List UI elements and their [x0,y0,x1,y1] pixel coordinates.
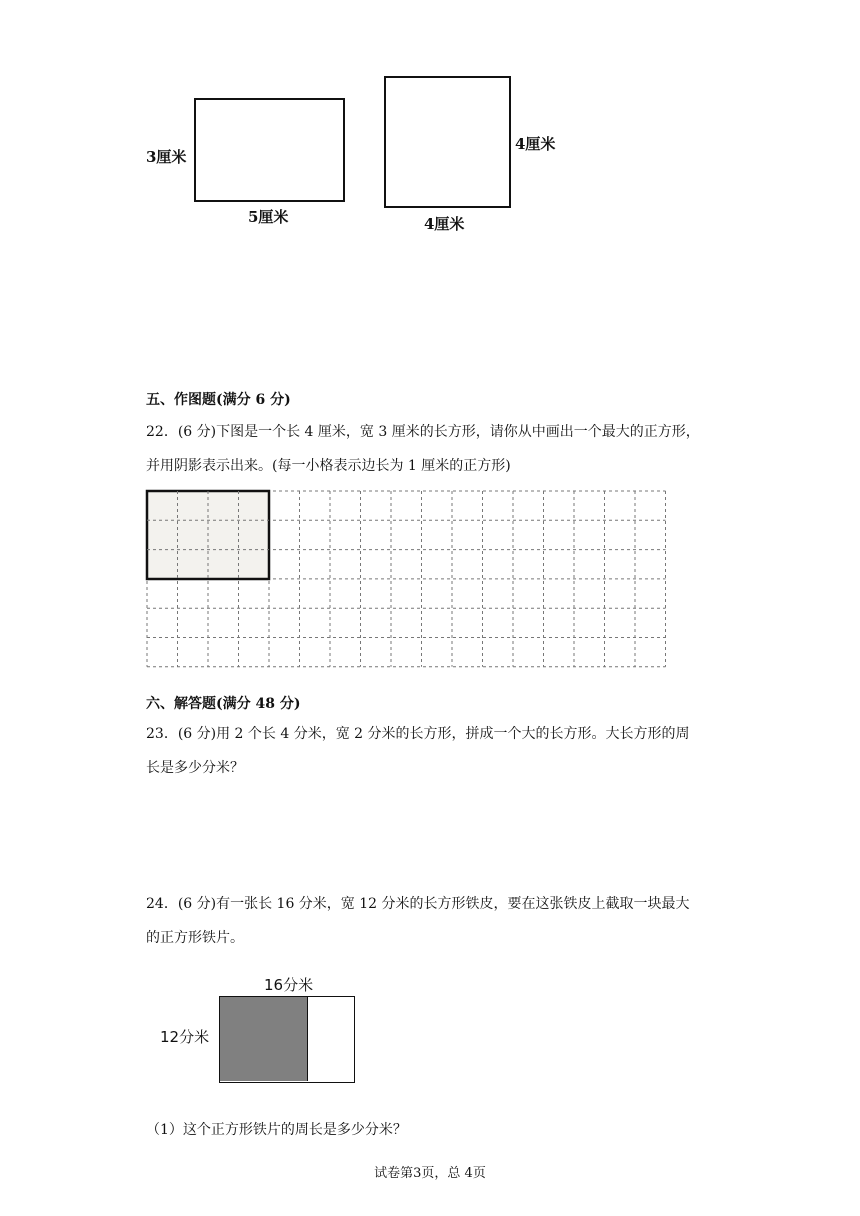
q22-line2: 并用阴影表示出来。(每一小格表示边长为 1 厘米的正方形) [146,458,511,474]
q24-line2: 的正方形铁片。 [146,930,244,946]
q24-square-shaded [220,997,308,1081]
q23-line1: 23．(6 分)用 2 个长 4 分米，宽 2 分米的长方形，拼成一个大的长方形。大长方形的周 [146,726,690,742]
q24-sub1: （1）这个正方形铁片的周长是多少分米？ [146,1122,407,1138]
rectangle-height-label: 3厘米 [146,148,187,166]
square-side-label: 4厘米 [515,135,556,153]
q24-left-label: 12分米 [160,1028,210,1046]
square-figure [384,76,511,208]
square-bottom-label: 4厘米 [424,215,465,233]
rectangle-figure [194,98,345,202]
section5-heading: 五、作图题(满分 6 分) [146,392,291,408]
q24-iron-sheet [219,996,355,1083]
rectangle-width-label: 5厘米 [248,208,289,226]
q22-grid-figure [140,484,672,676]
q23-line2: 长是多少分米？ [146,760,244,776]
q24-line1: 24．(6 分)有一张长 16 分米，宽 12 分米的长方形铁皮，要在这张铁皮上截取一块最大 [146,896,690,912]
q22-line1: 22．(6 分)下图是一个长 4 厘米，宽 3 厘米的长方形，请你从中画出一个最大的正方形， [146,424,700,440]
section6-heading: 六、解答题(满分 48 分) [146,696,301,712]
page-footer: 试卷第3页，总 4页 [374,1166,486,1181]
q24-top-label: 16分米 [264,976,314,994]
